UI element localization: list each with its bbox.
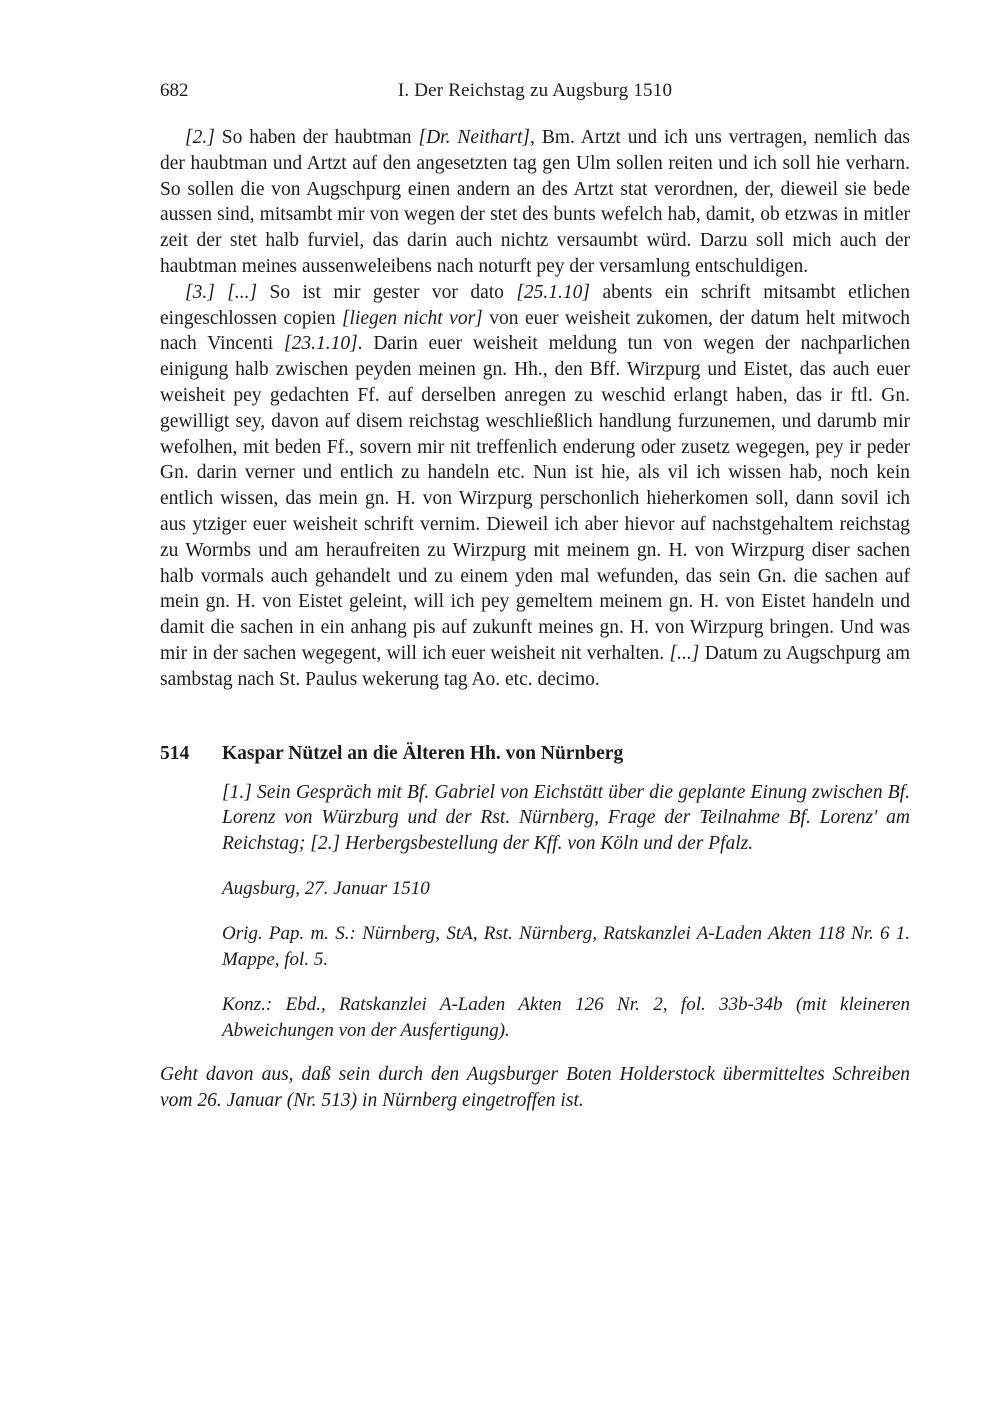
- running-header: [160, 78, 910, 106]
- page-number: 682: [160, 80, 189, 101]
- source-concept: Konz.: Ebd., Ratskanzlei A-Laden Akten 126 Nr. 2, fol. 33b-34b (mit kleineren Abweichungen von der Ausfertigung).: [222, 993, 910, 1041]
- editorial-insertion: [Dr. Neithart]: [418, 127, 531, 148]
- running-title: I. Der Reichstag zu Augsburg 1510: [397, 80, 673, 101]
- text-segment: Datum zu Augschpurg am sambstag nach St. Paulus wekerung tag Ao. etc. decimo.: [160, 642, 910, 690]
- editorial-date-insertion: [25.1.10]: [516, 281, 591, 303]
- text-segment: , Bm. Artzt und ich uns vertragen, nemlich das der haubtman und Artzt auf den angesetzten tag gen Ulm sollen reiten und ich soll hie verharn. So sollen die von Augschpurg einen andern an des Artzt stat verordnen, der, dieweil sie bede aussen sind, mitsambt mir von wegen der stet des bunts wefelch hab, damit, ob etzwas in mitler zeit der stet halb furviel, das darin auch nichtz versaumbt würd. Darzu soll mich auch der haubtman meines aussenweleibens nach noturft pey der versamlung entschuldigen.: [160, 127, 910, 277]
- editorial-section-number: [2.]: [185, 127, 222, 148]
- paragraph-3: [160, 280, 910, 693]
- editorial-insertion: [liegen nicht vor]: [341, 307, 483, 329]
- entry-title: Kaspar Nützel an die Älteren Hh. von Nürnberg: [222, 742, 624, 764]
- text-segment: . Darin euer weisheit meldung tun von wegen der nachparlichen einigung halb zwischen peyden meinen gn. Hh., den Bff. Wirzpurg und Eistet, das auch euer weisheit pey gedachten Ff. auf derselben anregen zu weschid erlangt haben, das ir ftl. Gn. gewilligt sey, davon auf disem reichstag weschließlich handlung furzunemen, und darumb mir wefolhen, mit beden Ff., sovern mir nit treffenlich enderung oder zusetz wegegen, pey ir peder Gn. darin verner und entlich zu handeln etc. Nun ist hie, als vil ich wissen hab, noch kein entlich wissen, das mein gn. H. von Wirzpurg perschonlich hieherkomen soll, dann sovil ich aus ytziger euer weisheit schrift vernim. Dieweil ich aber hievor auf nachstgehaltem reichstag zu Wormbs und am heraufreiten zu Wirzpurg mit meinem gn. H. von Wirzpurg diser sachen halb vormals auch gehandelt und zu einem yden mal wefunden, das sein Gn. die sachen auf mein gn. H. von Eistet geleint, will ich pey gemeltem meinem gn. H. von Eistet handeln und damit die sachen in ein anhang pis auf zukunft meines gn. H. von Wirzpurg bringen. Und was mir in der sachen wegegent, will ich euer weisheit nit verhalten.: [160, 333, 910, 664]
- text-segment: abents ein schrift mitsambt etlichen eingeschlossen copien: [160, 281, 910, 329]
- entry-514: [160, 741, 910, 1114]
- entry-body-text: Geht davon aus, daß sein durch den Augsburger Boten Holderstock übermitteltes Schreiben vom 26. Januar (Nr. 513) in Nürnberg eingetroffen ist.: [160, 1064, 910, 1112]
- text-segment: So ist mir gester vor dato: [257, 281, 517, 303]
- paragraph-2: [160, 125, 910, 280]
- regest-block: [222, 780, 910, 1044]
- text-segment: So haben der haubtman: [221, 127, 419, 148]
- place-date-line: Augsburg, 27. Januar 1510: [222, 878, 430, 900]
- entry-number: 514: [160, 742, 190, 764]
- editorial-section-number: [3.] [...]: [185, 281, 258, 303]
- editorial-date-insertion: [23.1.10]: [283, 333, 358, 355]
- entry-heading: [160, 741, 910, 767]
- source-original: Orig. Pap. m. S.: Nürnberg, StA, Rst. Nürnberg, Ratskanzlei A-Laden Akten 118 Nr. 6 1. Mappe, fol. 5.: [222, 923, 910, 971]
- editorial-omission-mark: [...]: [669, 642, 700, 664]
- text-segment: von euer weisheit zukomen, der datum helt mitwoch nach Vincenti: [160, 307, 911, 355]
- document-body: [160, 125, 910, 693]
- regest-summary: [1.] Sein Gespräch mit Bf. Gabriel von Eichstätt über die geplante Einung zwischen Bf. Lorenz von Würzburg und der Rst. Nürnberg, Frage der Teilnahme Bf. Lorenz' am Reichstag; [2.] Herbergsbestellung der Kff. von Köln und der Pfalz.: [222, 781, 910, 855]
